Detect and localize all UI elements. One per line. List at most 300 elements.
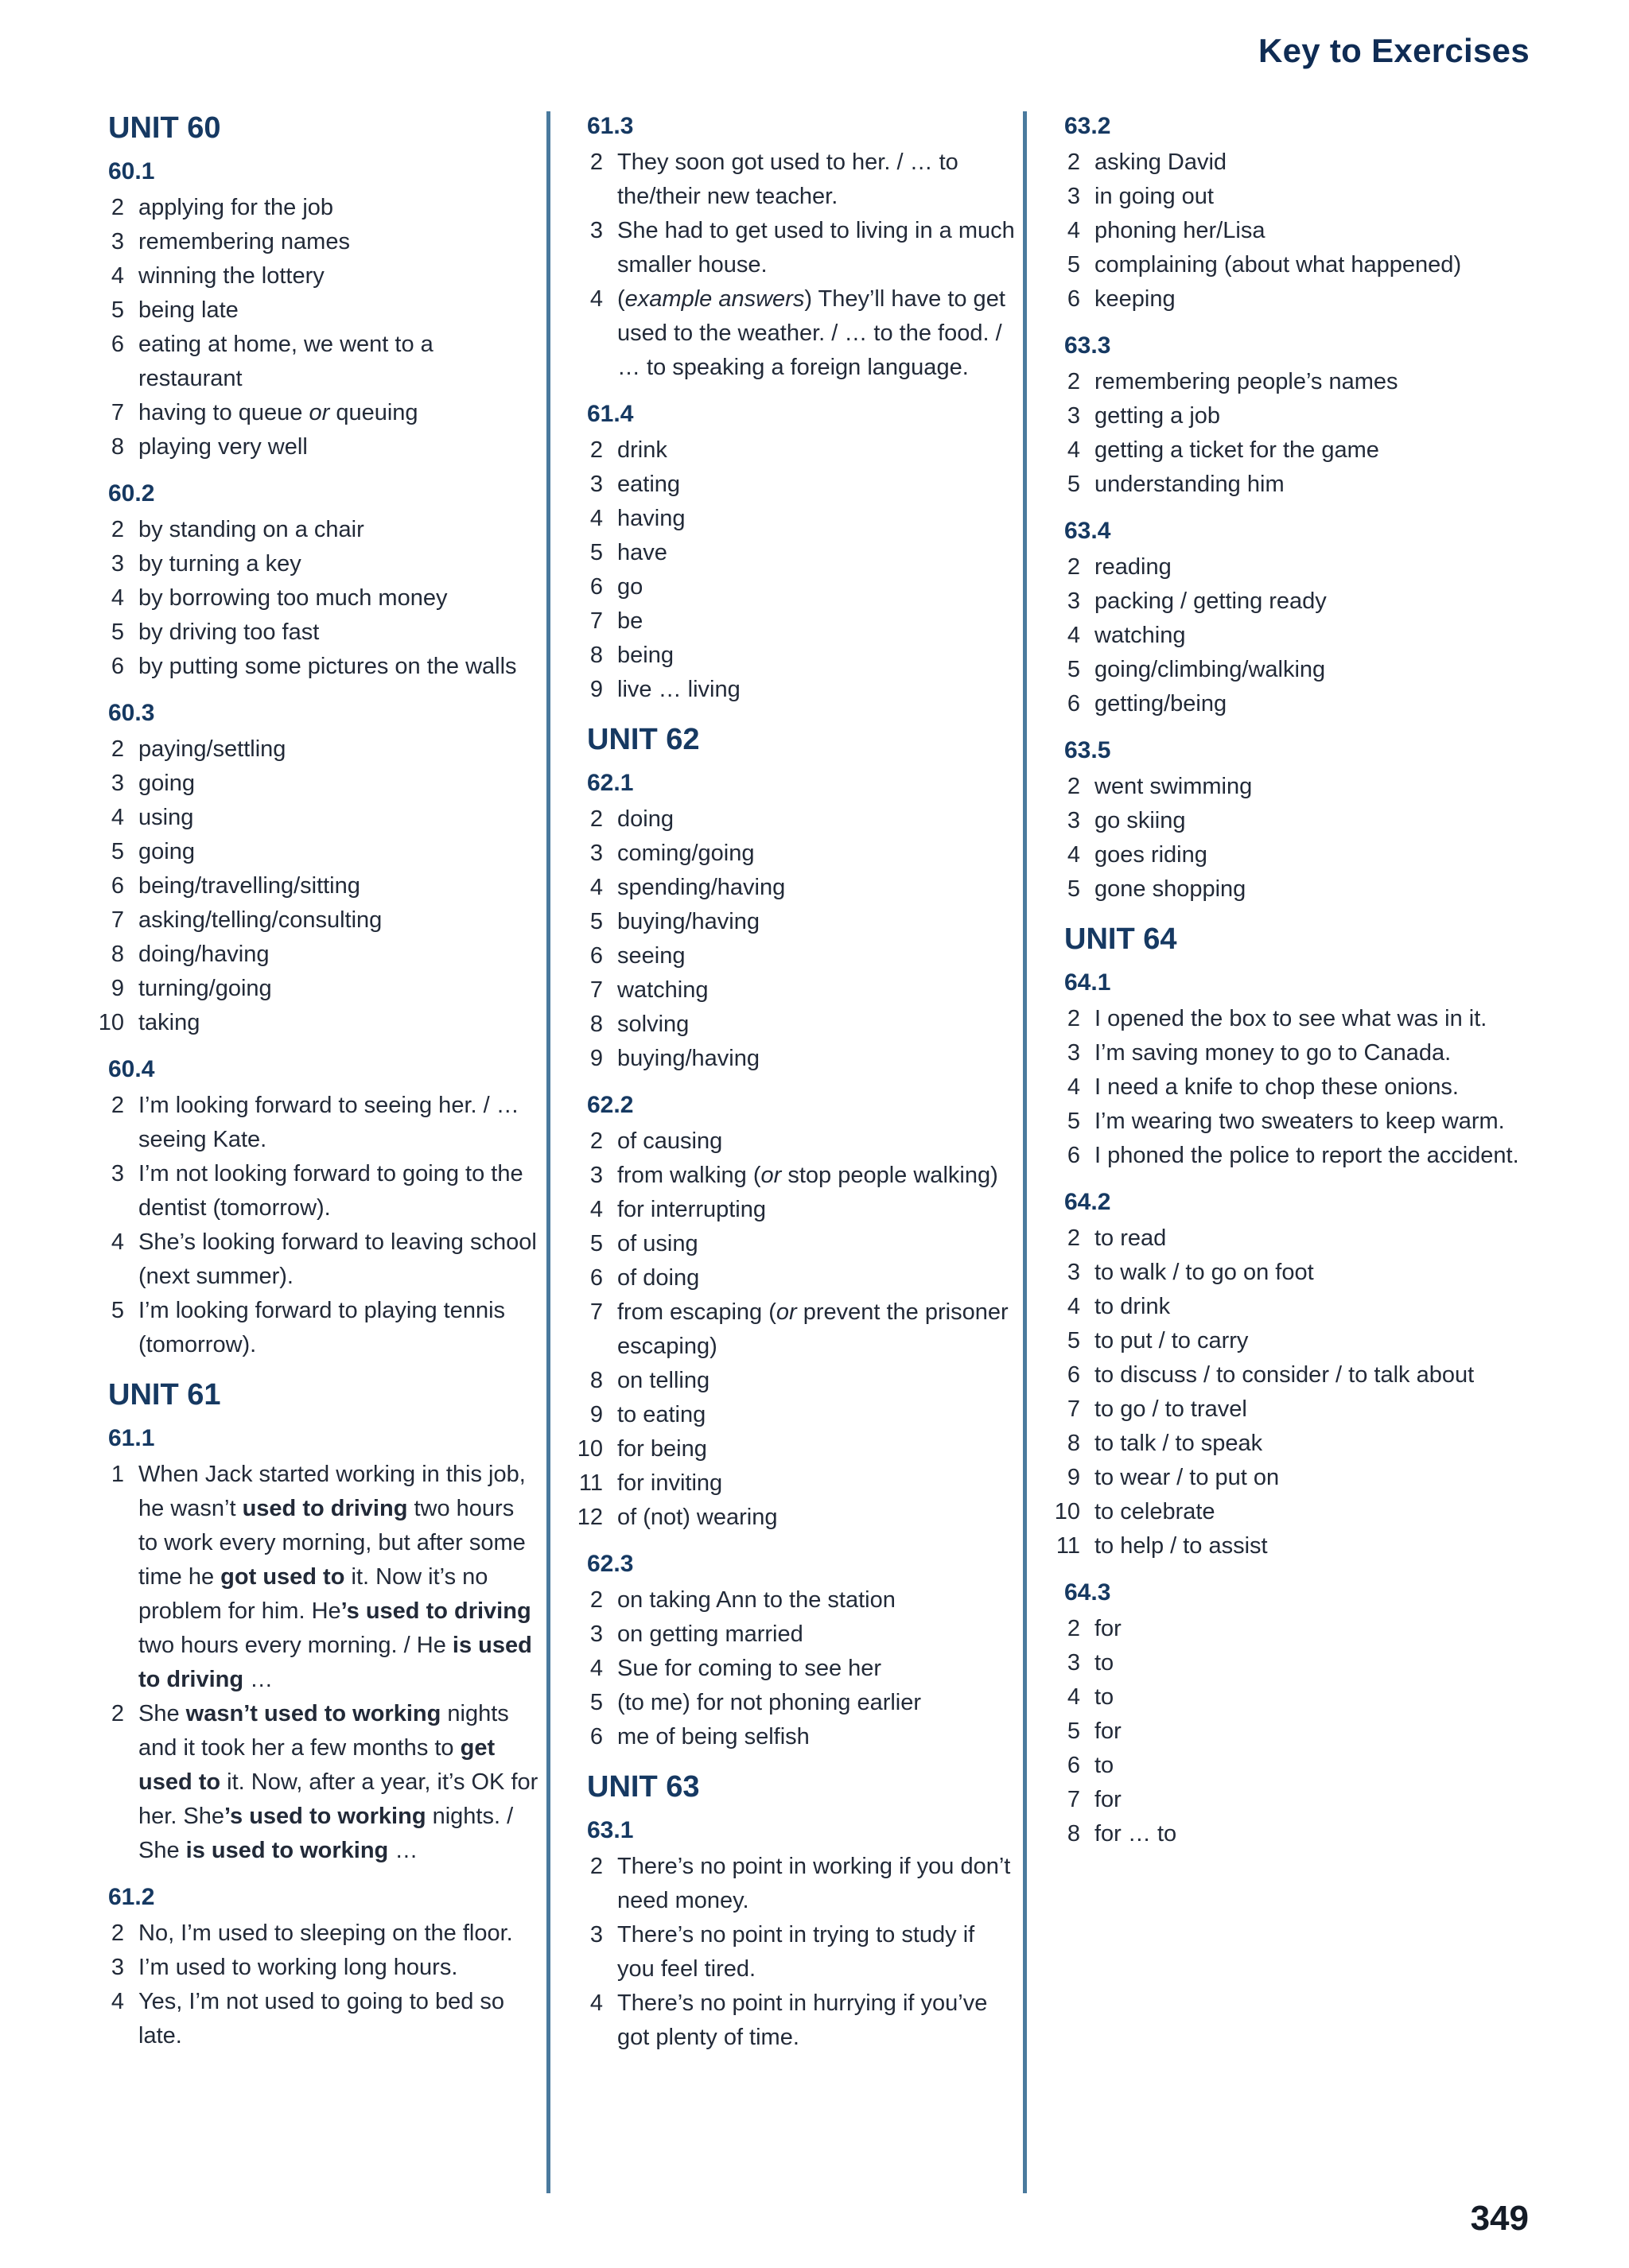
answer-item: [1050, 872, 1527, 907]
answer-segment: getting/being: [1094, 691, 1227, 717]
answer-number: 4: [1067, 842, 1080, 868]
answer-segment: in going out: [1094, 184, 1214, 209]
answer-segment: I’m not looking forward to going to the dentist (tomorrow).: [138, 1161, 523, 1221]
answer-text: [617, 1159, 1018, 1193]
answer-text: [138, 835, 539, 869]
answer-item: [1050, 1461, 1527, 1495]
answer-number: 4: [111, 805, 124, 830]
answer-number: 3: [111, 229, 124, 254]
answer-item: [573, 1398, 1018, 1432]
answer-segment: watching: [1094, 623, 1186, 648]
answer-number: 8: [111, 942, 124, 967]
answer-number: 4: [589, 286, 603, 312]
answer-item: [573, 1432, 1018, 1466]
answer-number: 4: [589, 875, 603, 900]
exercise-block: [94, 157, 539, 464]
answer-item: [1050, 653, 1527, 687]
answer-text: [617, 1501, 1018, 1535]
answer-segment: phoning her/Lisa: [1094, 218, 1265, 243]
answer-text: [617, 973, 1018, 1008]
answer-text: [1094, 1002, 1527, 1036]
answer-segment: playing very well: [138, 434, 308, 460]
answer-number: 2: [1067, 554, 1080, 580]
answer-segment: solving: [617, 1012, 690, 1037]
answer-segment: I’m looking forward to playing tennis (tomorrow).: [138, 1298, 506, 1357]
answer-text: [617, 570, 1018, 604]
exercise-block: [1050, 1187, 1527, 1563]
answer-number: 4: [1067, 218, 1080, 243]
answer-segment: using: [138, 805, 194, 830]
column-divider: [546, 111, 550, 2193]
answer-item: [1050, 282, 1527, 317]
answer-number: 7: [1067, 1396, 1080, 1422]
answer-item: [1050, 1529, 1527, 1563]
answer-segment: coming/going: [617, 841, 755, 866]
answer-item: [94, 396, 539, 430]
answer-text: [617, 1583, 1018, 1618]
answer-segment: stop people walking): [781, 1163, 998, 1188]
answer-segment: (to me) for not phoning earlier: [617, 1690, 922, 1715]
answer-text: [617, 939, 1018, 973]
answer-text: [617, 536, 1018, 570]
answer-text: [138, 767, 539, 801]
answer-number: 5: [1067, 1718, 1080, 1744]
answer-number: 9: [589, 1046, 603, 1071]
answer-item: [573, 282, 1018, 385]
answer-number: 4: [1067, 623, 1080, 648]
answer-segment: for being: [617, 1436, 707, 1462]
answer-text: [1094, 1324, 1527, 1358]
answer-item: [573, 939, 1018, 973]
answer-number: 5: [1067, 1328, 1080, 1353]
answer-number: 1: [111, 1462, 124, 1487]
answer-text: [617, 433, 1018, 468]
exercise-number: 62.3: [587, 1551, 634, 1577]
answer-item: [1050, 1221, 1527, 1256]
answer-segment: doing: [617, 806, 674, 832]
answer-number: 6: [1067, 1753, 1080, 1778]
answer-number: 5: [1067, 657, 1080, 682]
answer-number: 4: [1067, 1074, 1080, 1100]
unit-heading: UNIT 60: [108, 111, 221, 145]
answer-text: [1094, 1036, 1527, 1070]
answer-number: 8: [589, 643, 603, 668]
answer-number: 4: [589, 1656, 603, 1681]
answer-number: 5: [111, 1298, 124, 1323]
answer-text: [1094, 1529, 1527, 1563]
answer-segment: ) They’ll have to get used to the weather. / … to the food. / … to speaking a foreign language.: [617, 286, 1005, 380]
answer-item: [1050, 399, 1527, 433]
answer-text: [138, 547, 539, 581]
answer-segment: to celebrate: [1094, 1499, 1215, 1524]
answer-segment: to drink: [1094, 1294, 1171, 1319]
answer-item: [1050, 214, 1527, 248]
answer-segment: by borrowing too much money: [138, 585, 448, 611]
answer-item: [573, 214, 1018, 282]
answer-number: 7: [111, 400, 124, 425]
answer-number: 10: [1054, 1499, 1080, 1524]
answer-number: 2: [1067, 1616, 1080, 1641]
answer-segment: to read: [1094, 1225, 1167, 1251]
answer-item: [573, 433, 1018, 468]
answer-number: 5: [1067, 252, 1080, 278]
answer-segment: …: [388, 1838, 418, 1863]
answer-number: 4: [1067, 1294, 1080, 1319]
answer-number: 6: [589, 574, 603, 600]
answer-segment: I’m saving money to go to Canada.: [1094, 1040, 1452, 1066]
answer-segment: have: [617, 540, 667, 565]
exercise-number: 63.2: [1064, 113, 1111, 139]
answer-text: [138, 1157, 539, 1225]
exercise-block: [94, 479, 539, 684]
exercise-block: [1050, 968, 1527, 1173]
answer-item: [1050, 1646, 1527, 1680]
answer-segment: being: [617, 643, 674, 668]
answer-number: 6: [1067, 1143, 1080, 1168]
answer-segment: remembering names: [138, 229, 350, 254]
answer-segment: go: [617, 574, 643, 600]
answer-item: [1050, 804, 1527, 838]
answer-text: [138, 1294, 539, 1362]
exercise-block: [1050, 736, 1527, 907]
answer-number: 2: [1067, 369, 1080, 394]
answer-text: [138, 1917, 539, 1951]
answer-item: [573, 802, 1018, 837]
answer-item: [1050, 1070, 1527, 1105]
answer-number: 10: [98, 1010, 124, 1035]
answer-item: [573, 570, 1018, 604]
answer-text: [617, 1261, 1018, 1295]
answer-item: [94, 767, 539, 801]
answer-segment: of doing: [617, 1265, 700, 1291]
answer-segment: of (not) wearing: [617, 1505, 778, 1530]
answer-segment: it. Now, after a year, it’s OK for her. She: [138, 1769, 538, 1829]
answer-segment: on getting married: [617, 1621, 803, 1647]
answer-segment: winning the lottery: [138, 263, 325, 289]
answer-item: [1050, 468, 1527, 502]
answer-number: 5: [589, 909, 603, 934]
answer-item: [573, 1850, 1018, 1918]
answer-segment: keeping: [1094, 286, 1176, 312]
answer-text: [1094, 770, 1527, 804]
answer-item: [573, 1466, 1018, 1501]
answer-number: 3: [589, 218, 603, 243]
answer-segment: They soon got used to her. / … to the/their new teacher.: [617, 150, 958, 209]
answer-text: [617, 837, 1018, 871]
exercise-block: [573, 399, 1018, 707]
answer-item: [573, 536, 1018, 570]
answer-segment: two hours every morning. / He: [138, 1633, 453, 1658]
exercise-number: 60.4: [108, 1056, 155, 1082]
answer-text: [138, 1225, 539, 1294]
answer-text: [138, 1006, 539, 1040]
answer-text: [617, 146, 1018, 214]
answer-segment: to help / to assist: [1094, 1533, 1268, 1559]
answer-item: [94, 191, 539, 225]
answer-number: 2: [1067, 774, 1080, 799]
exercise-block: [1050, 1578, 1527, 1851]
answer-segment: paying/settling: [138, 736, 286, 762]
answer-text: [1094, 433, 1527, 468]
answer-segment: by standing on a chair: [138, 517, 364, 542]
answer-segment: being/travelling/sitting: [138, 873, 360, 899]
answer-text: [1094, 399, 1527, 433]
answer-segment: drink: [617, 437, 667, 463]
answer-text: [138, 259, 539, 293]
answer-column-3: [1050, 111, 1527, 1866]
answer-text: [1094, 1749, 1527, 1783]
answer-item: [573, 1583, 1018, 1618]
answer-item: [94, 903, 539, 938]
answer-segment: (: [617, 286, 625, 312]
answer-text: [1094, 1715, 1527, 1749]
exercise-number: 62.1: [587, 770, 634, 796]
answer-segment: asking/telling/consulting: [138, 907, 383, 933]
exercise-block: [573, 1549, 1018, 1754]
answer-segment: going: [138, 771, 195, 796]
exercise-number: 63.1: [587, 1817, 634, 1843]
answer-text: [617, 1227, 1018, 1261]
answer-text: [617, 802, 1018, 837]
answer-item: [1050, 1817, 1527, 1851]
answer-segment: to: [1094, 1753, 1114, 1778]
answer-segment: applying for the job: [138, 195, 334, 220]
answer-text: [138, 396, 539, 430]
answer-segment: She’s looking forward to leaving school (next summer).: [138, 1229, 537, 1289]
exercise-number: 60.3: [108, 700, 155, 726]
answer-segment: goes riding: [1094, 842, 1207, 868]
answer-segment: go skiing: [1094, 808, 1186, 833]
answer-segment: seeing: [617, 943, 686, 969]
answer-text: [617, 468, 1018, 502]
column-divider: [1023, 111, 1027, 2193]
answer-text: [138, 650, 539, 684]
answer-item: [94, 513, 539, 547]
answer-segment: having to queue: [138, 400, 309, 425]
answer-number: 5: [111, 839, 124, 864]
answer-text: [1094, 687, 1527, 721]
answer-segment: it. Now it’s no problem for him. He: [138, 1564, 488, 1624]
answer-item: [94, 938, 539, 972]
unit-heading: UNIT 61: [108, 1378, 221, 1412]
answer-emphasis: used to driving: [242, 1496, 408, 1521]
exercise-number: 63.3: [1064, 332, 1111, 359]
answer-number: 5: [1067, 1109, 1080, 1134]
answer-text: [1094, 365, 1527, 399]
answer-number: 2: [111, 517, 124, 542]
answer-text: [617, 1008, 1018, 1042]
answer-number: 9: [589, 677, 603, 702]
answer-item: [94, 1089, 539, 1157]
answer-text: [1094, 1495, 1527, 1529]
answer-number: 3: [111, 1161, 124, 1186]
answer-item: [1050, 1139, 1527, 1173]
answer-note: or: [309, 400, 330, 425]
answer-text: [1094, 282, 1527, 317]
answer-item: [1050, 1002, 1527, 1036]
answer-text: [1094, 550, 1527, 584]
answer-item: [573, 1652, 1018, 1686]
answer-item: [94, 972, 539, 1006]
answer-item: [94, 547, 539, 581]
answer-text: [617, 604, 1018, 639]
answer-text: [1094, 468, 1527, 502]
answer-number: 12: [577, 1505, 603, 1530]
unit-heading: UNIT 64: [1064, 922, 1177, 956]
answer-text: [1094, 1105, 1527, 1139]
answer-item: [1050, 1495, 1527, 1529]
answer-segment: …: [243, 1667, 274, 1692]
answer-item: [94, 835, 539, 869]
answer-text: [138, 1089, 539, 1157]
answer-text: [138, 430, 539, 464]
answer-item: [1050, 1256, 1527, 1290]
answer-segment: by driving too fast: [138, 619, 320, 645]
answer-item: [94, 293, 539, 328]
answer-item: [94, 1294, 539, 1362]
answer-text: [617, 1432, 1018, 1466]
exercise-number: 64.2: [1064, 1189, 1111, 1215]
answer-text: [617, 1466, 1018, 1501]
answer-text: [1094, 1358, 1527, 1392]
answer-item: [573, 1227, 1018, 1261]
answer-item: [1050, 687, 1527, 721]
answer-segment: having: [617, 506, 686, 531]
answer-text: [1094, 804, 1527, 838]
answer-segment: packing / getting ready: [1094, 588, 1327, 614]
answer-text: [1094, 838, 1527, 872]
answer-number: 3: [1067, 1260, 1080, 1285]
answer-number: 6: [111, 654, 124, 679]
answer-segment: reading: [1094, 554, 1172, 580]
exercise-block: [94, 1882, 539, 2053]
exercise-number: 61.1: [108, 1425, 155, 1451]
answer-text: [138, 581, 539, 616]
answer-item: [573, 871, 1018, 905]
answer-number: 3: [111, 1955, 124, 1980]
answer-item: [1050, 365, 1527, 399]
answer-segment: watching: [617, 977, 709, 1003]
answer-item: [94, 1225, 539, 1294]
answer-number: 4: [1067, 1684, 1080, 1710]
answer-text: [617, 1042, 1018, 1076]
answer-segment: for: [1094, 1616, 1122, 1641]
answer-segment: asking David: [1094, 150, 1227, 175]
answer-number: 4: [1067, 437, 1080, 463]
exercise-block: [1050, 111, 1527, 317]
answer-number: 3: [1067, 588, 1080, 614]
answer-text: [1094, 146, 1527, 180]
answer-number: 5: [111, 297, 124, 323]
answer-number: 3: [1067, 403, 1080, 429]
answer-segment: I phoned the police to report the accident.: [1094, 1143, 1519, 1168]
answer-item: [1050, 1036, 1527, 1070]
answer-item: [573, 1918, 1018, 1986]
answer-text: [617, 1295, 1018, 1364]
exercise-number: 61.2: [108, 1884, 155, 1910]
answer-number: 2: [1067, 1225, 1080, 1251]
answer-emphasis: is used to driving: [138, 1633, 532, 1692]
answer-segment: No, I’m used to sleeping on the floor.: [138, 1920, 513, 1946]
answer-text: [617, 1618, 1018, 1652]
answer-item: [573, 1295, 1018, 1364]
answer-segment: There’s no point in trying to study if you feel tired.: [617, 1922, 975, 1982]
answer-number: 4: [111, 1229, 124, 1255]
answer-segment: doing/having: [138, 942, 270, 967]
answer-item: [94, 869, 539, 903]
answer-segment: live … living: [617, 677, 741, 702]
answer-segment: turning/going: [138, 976, 272, 1001]
answer-segment: remembering people’s names: [1094, 369, 1398, 394]
answer-number: 3: [589, 1922, 603, 1948]
answer-item: [94, 581, 539, 616]
answer-segment: There’s no point in working if you don’t need money.: [617, 1854, 1011, 1913]
answer-text: [1094, 1290, 1527, 1324]
answer-segment: There’s no point in hurrying if you’ve got plenty of time.: [617, 1990, 988, 2050]
answer-text: [138, 903, 539, 938]
answer-number: 2: [1067, 150, 1080, 175]
answer-number: 4: [589, 506, 603, 531]
answer-item: [573, 1193, 1018, 1227]
answer-number: 8: [1067, 1431, 1080, 1456]
answer-text: [617, 214, 1018, 282]
answer-number: 6: [589, 1724, 603, 1750]
answer-number: 4: [589, 1990, 603, 2016]
answer-item: [573, 837, 1018, 871]
answer-segment: to go / to travel: [1094, 1396, 1247, 1422]
answer-segment: to eating: [617, 1402, 706, 1427]
answer-text: [138, 972, 539, 1006]
answer-number: 3: [589, 1621, 603, 1647]
answer-segment: from escaping (: [617, 1299, 776, 1325]
answer-segment: Yes, I’m not used to going to bed so late.: [138, 1989, 505, 2049]
answer-number: 6: [111, 873, 124, 899]
answer-segment: on telling: [617, 1368, 710, 1393]
answer-text: [1094, 1256, 1527, 1290]
exercise-number: 62.2: [587, 1092, 634, 1118]
answer-segment: to: [1094, 1650, 1114, 1676]
answer-segment: I need a knife to chop these onions.: [1094, 1074, 1459, 1100]
answer-text: [138, 1985, 539, 2053]
answer-item: [573, 146, 1018, 214]
answer-item: [573, 905, 1018, 939]
answer-segment: When Jack started working in this job, he wasn’t: [138, 1462, 526, 1521]
answer-text: [1094, 1392, 1527, 1427]
answer-number: 3: [589, 841, 603, 866]
answer-segment: to put / to carry: [1094, 1328, 1249, 1353]
answer-text: [138, 938, 539, 972]
answer-item: [1050, 1680, 1527, 1715]
answer-number: 9: [589, 1402, 603, 1427]
answer-segment: eating at home, we went to a restaurant: [138, 332, 433, 391]
answer-number: 2: [111, 1920, 124, 1946]
answer-number: 8: [589, 1368, 603, 1393]
answer-text: [1094, 1680, 1527, 1715]
answer-item: [573, 1042, 1018, 1076]
answer-text: [617, 1398, 1018, 1432]
exercise-block: [573, 111, 1018, 385]
answer-text: [1094, 1783, 1527, 1817]
answer-emphasis: ’s used to driving: [340, 1598, 531, 1624]
answer-text: [138, 1697, 539, 1868]
exercise-number: 61.4: [587, 401, 634, 427]
exercise-block: [94, 1423, 539, 1868]
answer-segment: I’m used to working long hours.: [138, 1955, 458, 1980]
answer-text: [138, 1951, 539, 1985]
answer-number: 5: [589, 540, 603, 565]
answer-number: 2: [589, 150, 603, 175]
answer-number: 6: [1067, 1362, 1080, 1388]
